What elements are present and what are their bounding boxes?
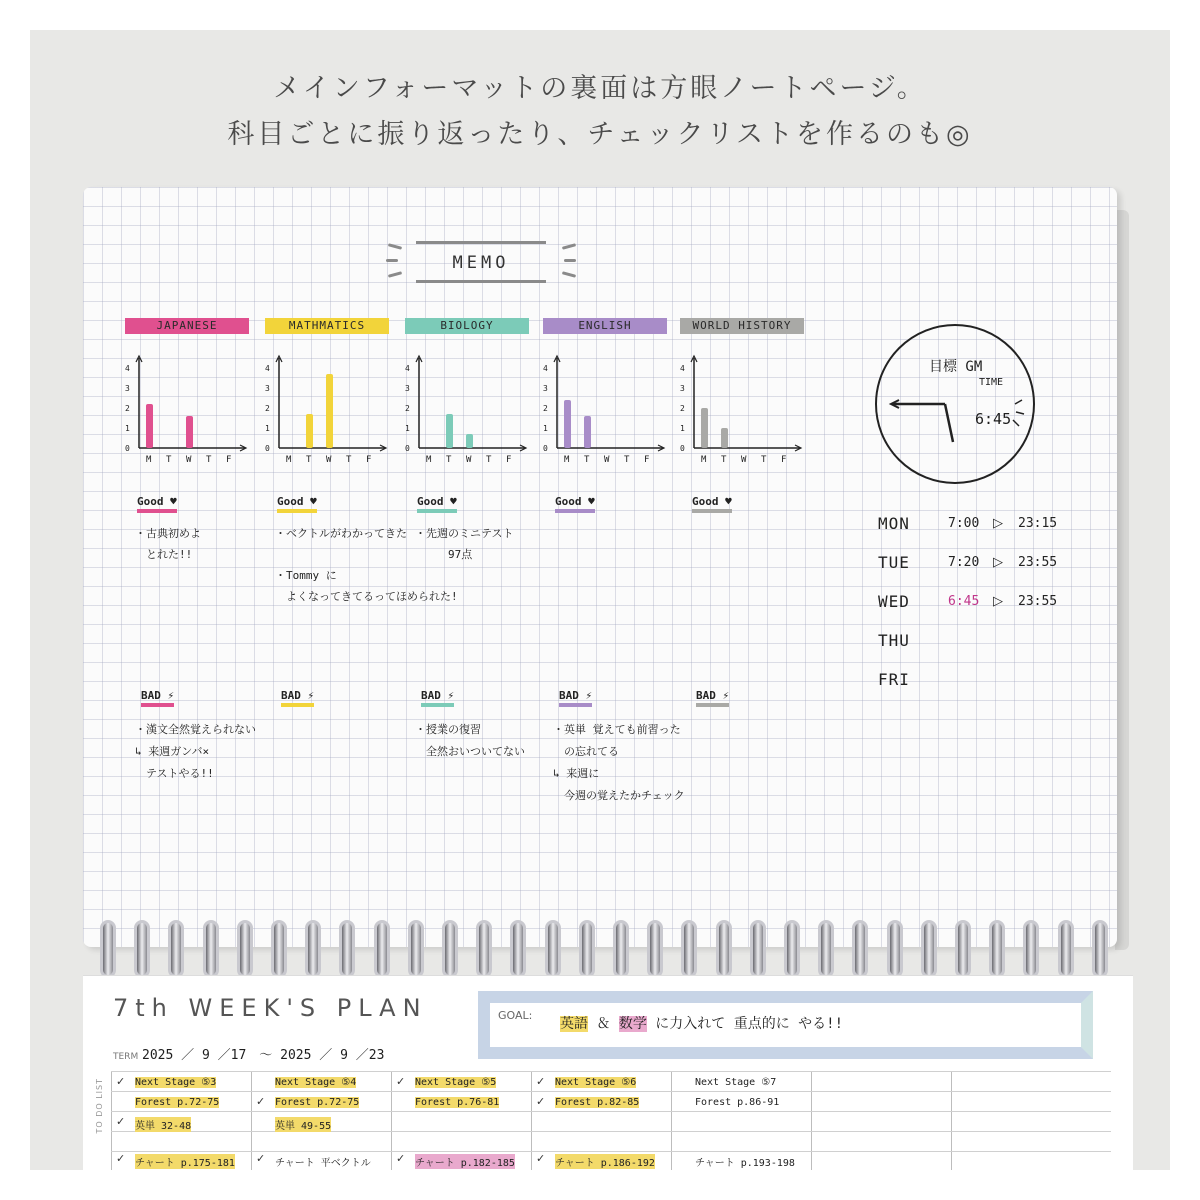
spiral-ring: [921, 920, 937, 978]
chart-x-tick: M: [146, 455, 152, 465]
clock-time-label: TIME: [979, 377, 1004, 388]
chart-x-tick: W: [186, 455, 192, 465]
chart-x-tick: W: [604, 455, 610, 465]
subject-header: MATHMATICS: [265, 318, 389, 334]
todo-item: Next Stage ⑤4: [275, 1077, 357, 1088]
chart-y-tick: 2: [543, 404, 548, 413]
chart-y-tick: 1: [405, 424, 410, 433]
schedule-day: MON: [878, 514, 910, 533]
chart-y-tick: 4: [680, 364, 685, 373]
chart-x-tick: W: [466, 455, 472, 465]
clock-hands: [875, 324, 1035, 484]
chart-x-tick: M: [286, 455, 292, 465]
todo-column-line: [251, 1071, 252, 1170]
todo-item: チャート 平ベクトル: [275, 1158, 371, 1169]
chart-y-tick: 0: [265, 444, 270, 453]
clock-spark: [1016, 412, 1024, 414]
todo-item: 英単 49-55: [275, 1117, 331, 1132]
good-note: とれた!!: [135, 548, 193, 561]
goal-join: ＆: [588, 1016, 619, 1032]
memo-heading: [416, 241, 546, 283]
clock-minute-hand: [945, 404, 953, 442]
subject-bar-chart: [263, 352, 393, 470]
bad-label: BAD ⚡: [559, 689, 592, 707]
todo-item: Forest p.76-81: [415, 1097, 500, 1108]
subject-header: BIOLOGY: [405, 318, 529, 334]
todo-item: チャート p.182-185: [415, 1154, 515, 1169]
chart-x-tick: T: [761, 455, 767, 465]
check-mark-icon: ✓: [536, 1075, 546, 1088]
spiral-ring: [647, 920, 663, 978]
term-label: TERM: [113, 1052, 139, 1062]
arrow-icon: ▷: [993, 516, 1003, 531]
goal-clock: [875, 324, 1035, 484]
spiral-ring: [1058, 920, 1074, 978]
bad-label: BAD ⚡: [281, 689, 314, 707]
check-mark-icon: ✓: [116, 1115, 126, 1128]
schedule-wake-time: 7:20: [948, 555, 980, 570]
week-plan-title: 7th WEEK'S PLAN: [113, 994, 428, 1022]
spiral-ring: [750, 920, 766, 978]
spiral-ring: [305, 920, 321, 978]
schedule-sleep-time: 23:55: [1018, 555, 1058, 570]
goal-label: GOAL:: [498, 1009, 533, 1022]
memo-dash: [562, 243, 576, 250]
good-label: Good ♥: [137, 495, 177, 513]
weekly-plan-page: [83, 975, 1133, 1170]
todo-item: Next Stage ⑤6: [555, 1077, 637, 1088]
chart-x-tick: T: [446, 455, 452, 465]
todo-item: チャート p.186-192: [555, 1154, 655, 1169]
goal-subject-english: 英語: [560, 1016, 588, 1032]
chart-y-tick: 1: [125, 424, 130, 433]
todo-column-line: [391, 1071, 392, 1170]
check-mark-icon: ✓: [536, 1152, 546, 1165]
term-value: 2025 ／ 9 ／17 ～ 2025 ／ 9 ／23: [142, 1048, 385, 1063]
todo-item: Next Stage ⑤7: [695, 1077, 777, 1088]
goal-box: [478, 991, 1093, 1059]
chart-y-tick: 4: [265, 364, 270, 373]
todo-column-line: [671, 1071, 672, 1170]
subject-bar-chart: [123, 352, 253, 470]
bad-note: 全然おいついてない: [415, 745, 525, 758]
memo-dash: [564, 259, 576, 262]
todo-item: Forest p.86-91: [695, 1097, 780, 1108]
subject-bar-chart: [678, 352, 808, 470]
todo-item: Forest p.72-75: [135, 1097, 220, 1108]
chart-bar: [326, 374, 333, 448]
spiral-ring: [613, 920, 629, 978]
todo-row-line: [111, 1111, 1111, 1112]
arrow-icon: ▷: [993, 555, 1003, 570]
spiral-ring: [134, 920, 150, 978]
bad-note: テストやる!!: [135, 767, 214, 780]
check-mark-icon: ✓: [536, 1095, 546, 1108]
spiral-ring: [852, 920, 868, 978]
todo-column-line: [111, 1071, 112, 1170]
chart-y-tick: 4: [125, 364, 130, 373]
chart-bar: [306, 414, 313, 448]
chart-y-tick: 1: [265, 424, 270, 433]
schedule-day: FRI: [878, 670, 910, 689]
chart-y-tick: 0: [125, 444, 130, 453]
todo-item: Next Stage ⑤5: [415, 1077, 497, 1088]
spiral-ring: [716, 920, 732, 978]
chart-y-tick: 3: [265, 384, 270, 393]
bad-note: ↳ 来週ガンバ×: [135, 745, 210, 758]
bad-label: BAD ⚡: [696, 689, 729, 707]
spiral-ring: [442, 920, 458, 978]
spiral-ring: [374, 920, 390, 978]
subject-header: JAPANESE: [125, 318, 249, 334]
schedule-day: WED: [878, 592, 910, 611]
spiral-ring: [1023, 920, 1039, 978]
chart-x-tick: T: [624, 455, 630, 465]
spiral-ring: [579, 920, 595, 978]
subject-bar-chart: [403, 352, 533, 470]
memo-title: MEMO: [452, 253, 510, 273]
goal-subject-math: 数学: [618, 1016, 647, 1032]
photo-stage: [30, 30, 1170, 1170]
good-note: 97点: [415, 548, 473, 561]
chart-x-tick: F: [226, 455, 232, 465]
chart-y-tick: 3: [680, 384, 685, 393]
schedule-wake-time: 6:45: [948, 594, 980, 609]
spiral-ring: [545, 920, 561, 978]
bad-note: ・授業の復習: [415, 723, 481, 736]
check-mark-icon: ✓: [396, 1152, 406, 1165]
chart-y-tick: 1: [543, 424, 548, 433]
spiral-ring: [887, 920, 903, 978]
chart-x-tick: M: [701, 455, 707, 465]
check-mark-icon: ✓: [116, 1075, 126, 1088]
chart-x-tick: T: [346, 455, 352, 465]
chart-y-tick: 4: [405, 364, 410, 373]
chart-y-tick: 2: [405, 404, 410, 413]
arrow-icon: ▷: [993, 594, 1003, 609]
good-label: Good ♥: [555, 495, 595, 513]
spiral-binding: [90, 920, 1120, 980]
todo-column-line: [811, 1071, 812, 1170]
good-label: Good ♥: [277, 495, 317, 513]
chart-x-tick: M: [426, 455, 432, 465]
caption-line-2: 科目ごとに振り返ったり、チェックリストを作るのも◎: [227, 119, 973, 150]
chart-bar: [701, 408, 708, 448]
chart-x-tick: F: [366, 455, 372, 465]
chart-bar: [721, 428, 728, 448]
bad-label: BAD ⚡: [421, 689, 454, 707]
chart-y-tick: 4: [543, 364, 548, 373]
good-note: ・ベクトルがわかってきた: [275, 527, 407, 540]
clock-spark: [1013, 420, 1019, 426]
chart-y-tick: 3: [405, 384, 410, 393]
bad-note: 今週の覚えたかチェック: [553, 789, 685, 802]
todo-item: 英単 32-48: [135, 1117, 191, 1132]
spiral-ring: [408, 920, 424, 978]
chart-y-tick: 0: [680, 444, 685, 453]
todo-column-line: [531, 1071, 532, 1170]
spiral-ring: [203, 920, 219, 978]
bad-note: ↳ 来週に: [553, 767, 600, 780]
chart-bar: [446, 414, 453, 448]
chart-y-tick: 0: [543, 444, 548, 453]
todo-item: Next Stage ⑤3: [135, 1077, 217, 1088]
spiral-ring: [1092, 920, 1108, 978]
check-mark-icon: ✓: [116, 1152, 126, 1165]
schedule-sleep-time: 23:55: [1018, 594, 1058, 609]
todo-item: Forest p.82-85: [555, 1097, 640, 1108]
chart-bar: [466, 434, 473, 448]
chart-y-tick: 3: [125, 384, 130, 393]
chart-y-tick: 2: [265, 404, 270, 413]
good-label: Good ♥: [692, 495, 732, 513]
chart-x-tick: T: [584, 455, 590, 465]
subject-header: WORLD HISTORY: [680, 318, 804, 334]
chart-x-tick: M: [564, 455, 570, 465]
page-stack-edge: [1115, 210, 1129, 950]
check-mark-icon: ✓: [256, 1095, 266, 1108]
chart-x-tick: F: [781, 455, 787, 465]
todo-row-line: [111, 1091, 1111, 1092]
spiral-ring: [271, 920, 287, 978]
chart-bar: [564, 400, 571, 448]
spiral-ring: [681, 920, 697, 978]
memo-dash: [388, 243, 402, 250]
schedule-sleep-time: 23:15: [1018, 516, 1058, 531]
bad-note: ・漢文全然覚えられない: [135, 723, 256, 736]
schedule-day: THU: [878, 631, 910, 650]
clock-title: 目標 GM: [929, 359, 983, 375]
spiral-ring: [168, 920, 184, 978]
subject-bar-chart: [541, 352, 671, 470]
grid-notebook-page: [83, 187, 1117, 947]
check-mark-icon: ✓: [256, 1152, 266, 1165]
todo-item: チャート p.193-198: [695, 1158, 795, 1169]
caption-line-1: メインフォーマットの裏面は方眼ノートページ。: [273, 73, 927, 104]
good-note: よくなってきてるってほめられた!: [275, 590, 458, 603]
chart-bar: [146, 404, 153, 448]
chart-bar: [584, 416, 591, 448]
good-note: ・Tommy に: [275, 569, 337, 582]
bad-label: BAD ⚡: [141, 689, 174, 707]
spiral-ring: [784, 920, 800, 978]
chart-y-tick: 2: [125, 404, 130, 413]
todo-row-line: [111, 1071, 1111, 1072]
memo-dash: [562, 271, 576, 278]
spiral-ring: [237, 920, 253, 978]
memo-dash: [386, 259, 398, 262]
goal-rest: に力入れて 重点的に やる!!: [646, 1016, 844, 1032]
chart-bar: [186, 416, 193, 448]
spiral-ring: [989, 920, 1005, 978]
todo-list-label: TO DO LIST: [95, 1078, 104, 1134]
spiral-ring: [339, 920, 355, 978]
todo-item: Forest p.72-75: [275, 1097, 360, 1108]
chart-x-tick: T: [206, 455, 212, 465]
good-note: ・先週のミニテスト: [415, 527, 514, 540]
chart-x-tick: W: [326, 455, 332, 465]
chart-x-tick: F: [644, 455, 650, 465]
chart-y-tick: 0: [405, 444, 410, 453]
chart-x-tick: T: [486, 455, 492, 465]
subject-header: ENGLISH: [543, 318, 667, 334]
memo-dash: [388, 271, 402, 278]
chart-y-tick: 1: [680, 424, 685, 433]
chart-y-tick: 3: [543, 384, 548, 393]
spiral-ring: [100, 920, 116, 978]
todo-column-line: [951, 1071, 952, 1170]
chart-x-tick: W: [741, 455, 747, 465]
todo-item: チャート p.175-181: [135, 1154, 235, 1169]
chart-x-tick: T: [306, 455, 312, 465]
chart-x-tick: F: [506, 455, 512, 465]
spiral-ring: [955, 920, 971, 978]
clock-spark: [1015, 400, 1022, 404]
bad-note: ・英単 覚えても前習った: [553, 723, 681, 736]
spiral-ring: [510, 920, 526, 978]
todo-row-line: [111, 1131, 1111, 1132]
chart-y-tick: 2: [680, 404, 685, 413]
spiral-ring: [476, 920, 492, 978]
bad-note: の忘れてる: [553, 745, 619, 758]
schedule-wake-time: 7:00: [948, 516, 980, 531]
clock-time: 6:45: [975, 410, 1012, 428]
chart-x-tick: T: [166, 455, 172, 465]
check-mark-icon: ✓: [396, 1075, 406, 1088]
term-row: [113, 1044, 384, 1063]
goal-text: [560, 1013, 843, 1033]
good-note: ・古典初めよ: [135, 527, 201, 540]
chart-x-tick: T: [721, 455, 727, 465]
spiral-ring: [818, 920, 834, 978]
schedule-day: TUE: [878, 553, 910, 572]
good-label: Good ♥: [417, 495, 457, 513]
